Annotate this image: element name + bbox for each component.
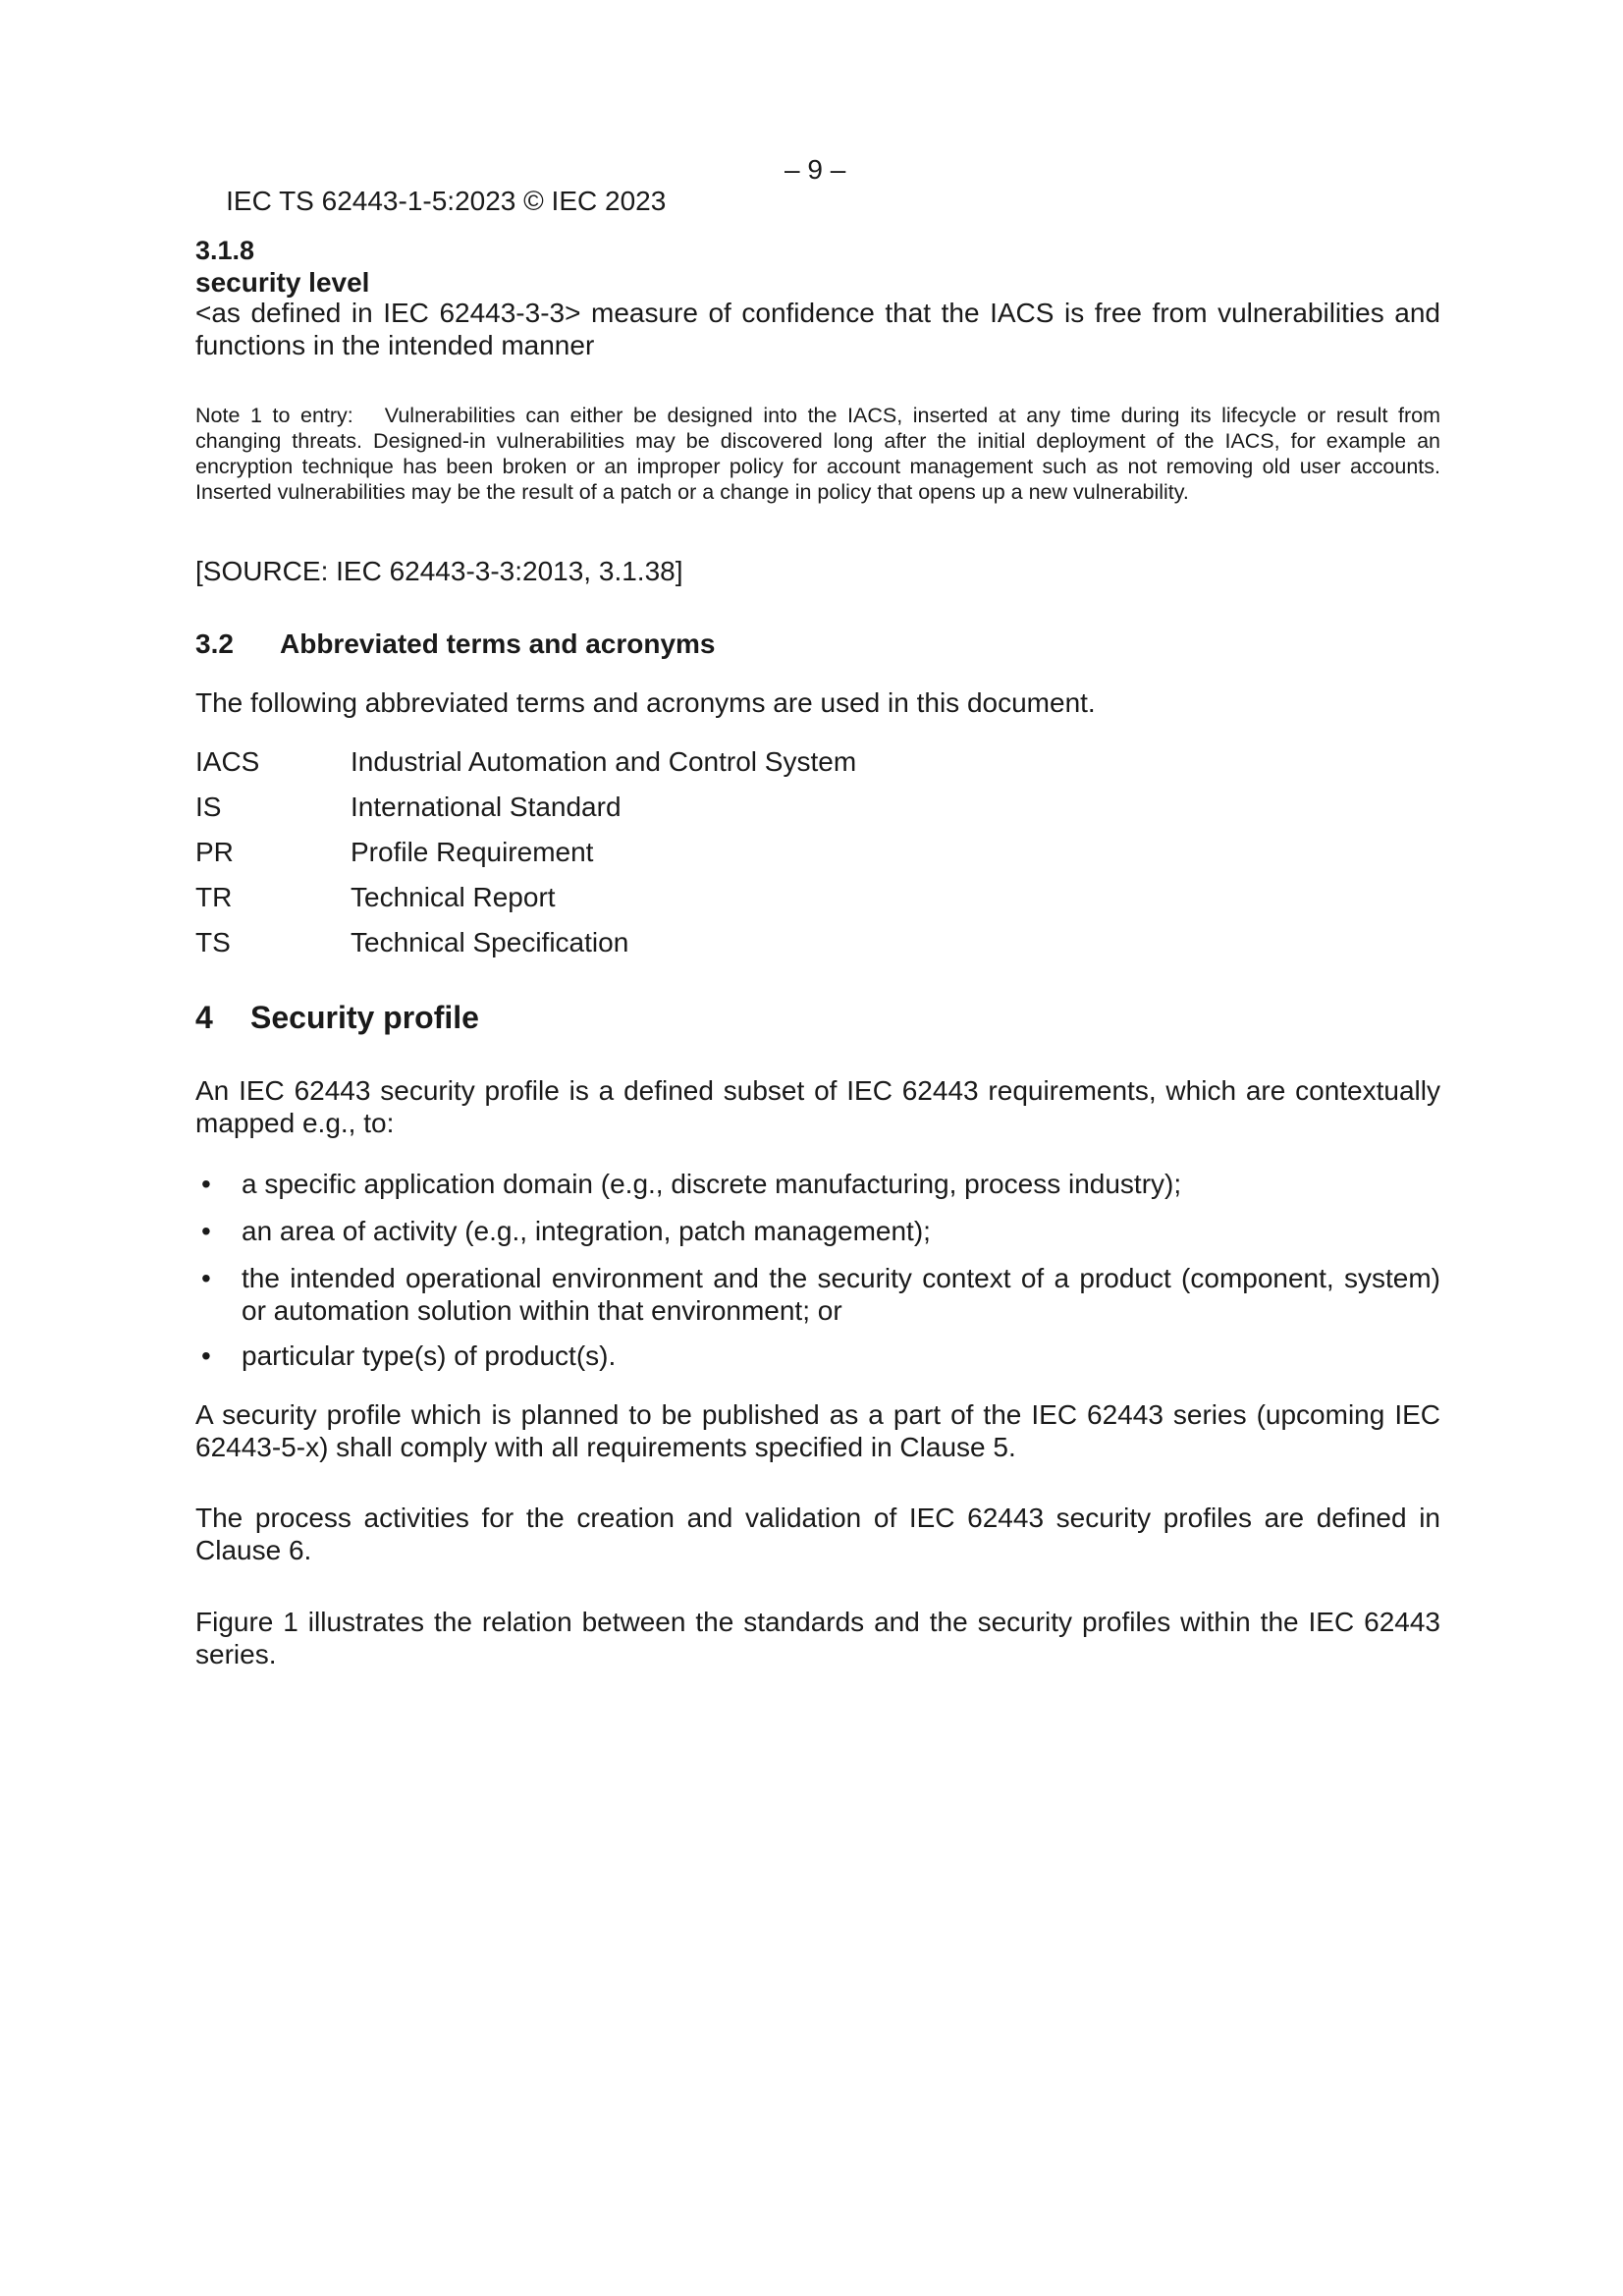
term-note bbox=[195, 403, 1440, 505]
term-name: security level bbox=[195, 267, 370, 298]
paragraph: The process activities for the creation and validation of IEC 62443 security profiles are defined in Clause 6. bbox=[195, 1503, 1440, 1565]
abbreviation-description: Industrial Automation and Control System bbox=[351, 746, 857, 777]
paragraph: Figure 1 illustrates the relation between the standards and the security profiles within the IEC 62443 series. bbox=[195, 1607, 1440, 1669]
header-page-number: – 9 – bbox=[784, 154, 846, 185]
term-number: 3.1.8 bbox=[195, 236, 255, 265]
abbreviation-code: IS bbox=[195, 792, 222, 822]
bullet-symbol: • bbox=[201, 1169, 211, 1199]
bullet-symbol: • bbox=[201, 1216, 211, 1246]
list-item bbox=[195, 1339, 1440, 1372]
page-header bbox=[195, 154, 846, 280]
abbreviation-code: PR bbox=[195, 837, 234, 867]
section-4-heading bbox=[195, 1000, 479, 1036]
list-item-text: an area of activity (e.g., integration, patch management); bbox=[242, 1216, 931, 1246]
paragraph: An IEC 62443 security profile is a defined subset of IEC 62443 requirements, which are contextually mapped e.g., to: bbox=[195, 1075, 1440, 1138]
header-doc-id: IEC TS 62443-1-5:2023 © IEC 2023 bbox=[226, 186, 667, 216]
note-text: Vulnerabilities can either be designed into the IACS, inserted at any time during its lifecycle or result from changing threats. Designed-in vulnerabilities may be discovered long after the initial deployment of the IACS, for example an encryption technique has been broken or an improper policy for account management such as not removing old user accounts. Inserted vulnerabilities may be the result of a patch or a change in policy that opens up a new vulnerability. bbox=[195, 404, 1441, 504]
term-definition: <as defined in IEC 62443-3-3> measure of confidence that the IACS is free from vulnerabilities and functions in the intended manner bbox=[195, 298, 1440, 360]
abbreviations-intro: The following abbreviated terms and acronyms are used in this document. bbox=[195, 687, 1096, 718]
bullet-symbol: • bbox=[201, 1340, 211, 1371]
list-item bbox=[195, 1168, 1440, 1200]
section-title: Abbreviated terms and acronyms bbox=[280, 629, 716, 659]
list-item bbox=[195, 1215, 1440, 1247]
abbreviation-code: IACS bbox=[195, 746, 260, 777]
term-source: [SOURCE: IEC 62443-3-3:2013, 3.1.38] bbox=[195, 556, 683, 586]
section-title: Security profile bbox=[250, 1000, 479, 1035]
note-label: Note 1 to entry: bbox=[195, 404, 353, 427]
abbreviation-description: Technical Specification bbox=[351, 927, 629, 957]
abbreviation-code: TS bbox=[195, 927, 231, 957]
abbreviation-description: International Standard bbox=[351, 792, 622, 822]
abbreviation-description: Technical Report bbox=[351, 882, 556, 912]
abbreviation-description: Profile Requirement bbox=[351, 837, 594, 867]
abbreviation-code: TR bbox=[195, 882, 233, 912]
list-item-text: a specific application domain (e.g., discrete manufacturing, process industry); bbox=[242, 1169, 1182, 1199]
section-number: 3.2 bbox=[195, 629, 234, 659]
list-item-text: the intended operational environment and the security context of a product (component, system) or automation solution within that environment; or bbox=[242, 1263, 1440, 1326]
section-3-2-heading bbox=[195, 629, 716, 660]
list-item-text: particular type(s) of product(s). bbox=[242, 1340, 617, 1371]
paragraph: A security profile which is planned to be published as a part of the IEC 62443 series (upcoming IEC 62443-5-x) shall comply with all requirements specified in Clause 5. bbox=[195, 1399, 1440, 1462]
bullet-symbol: • bbox=[201, 1263, 211, 1293]
list-item bbox=[195, 1262, 1440, 1327]
section-number: 4 bbox=[195, 1000, 213, 1035]
